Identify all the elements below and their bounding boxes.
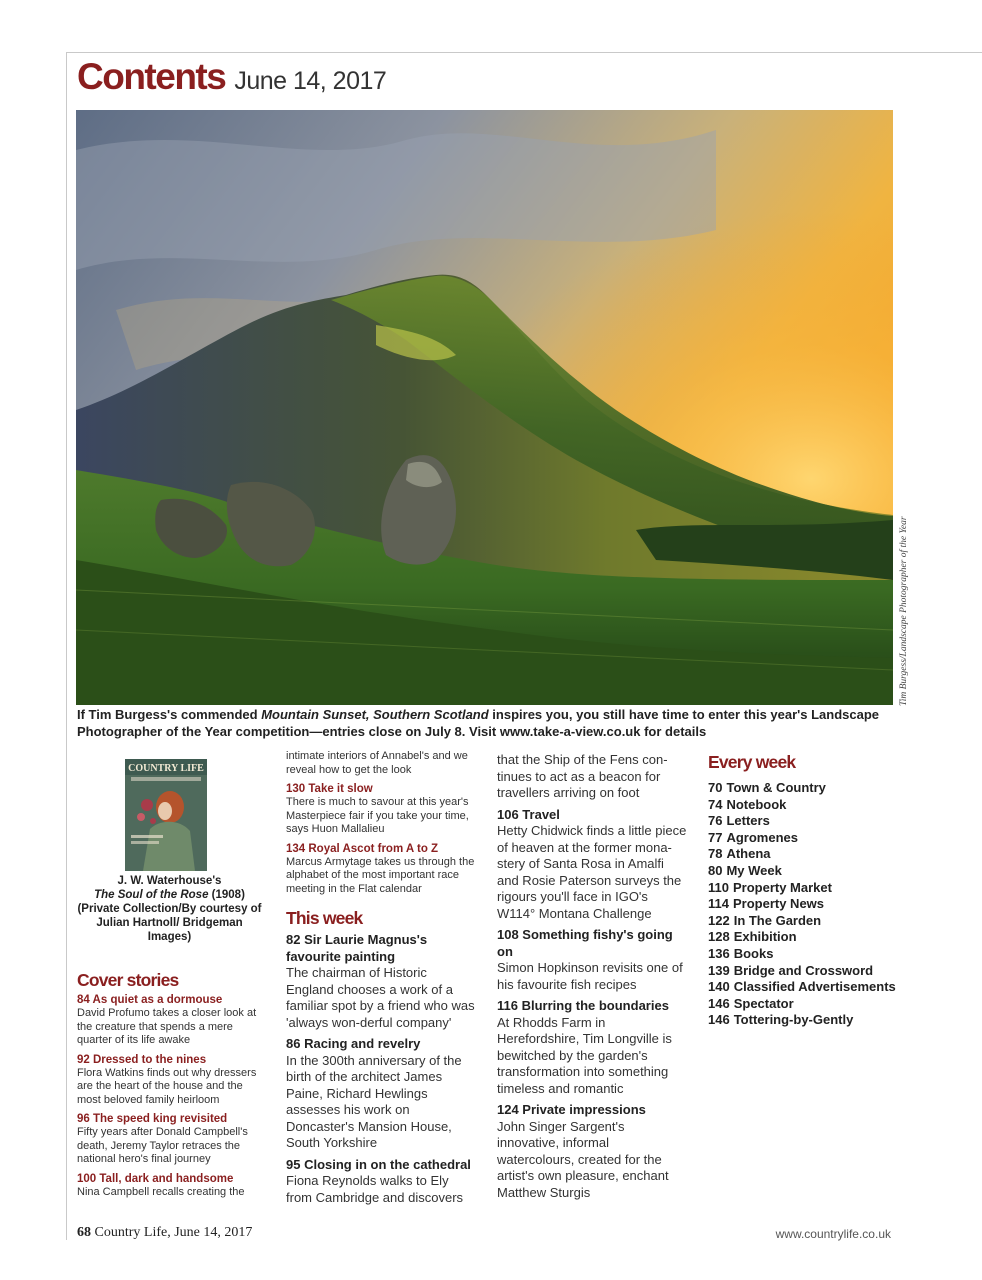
cover-thumbnail[interactable] — [125, 759, 207, 871]
every-week-page-number: 146 — [708, 1012, 730, 1028]
every-week-item[interactable] — [708, 813, 898, 830]
every-week-label: Books — [733, 945, 774, 961]
every-week-label: Spectator — [733, 995, 794, 1011]
every-week-item[interactable] — [708, 780, 898, 797]
every-week-page-number: 70 — [708, 780, 723, 795]
every-week-page-number: 76 — [708, 813, 723, 829]
every-week-label: Athena — [726, 846, 771, 862]
cover-thumbnail-image — [125, 759, 207, 871]
every-week-page-number: 139 — [708, 962, 730, 978]
photo-credit: Tim Burgess/Landscape Photographer of the Year — [899, 516, 909, 706]
section-heading-cover-stories: Cover stories — [77, 970, 179, 990]
column-three — [497, 752, 687, 1206]
cover-story-item[interactable]: 96 The speed king revisited Fifty years after Donald Campbell's death, Jeremy Taylor retraces the national hero's final journey — [77, 1113, 248, 1165]
every-week-page-number: 140 — [708, 979, 730, 995]
every-week-label: In The Garden — [733, 912, 822, 928]
every-week-label: Tottering-by-Gently — [733, 1012, 854, 1028]
frame-rule-top — [66, 52, 982, 53]
cover-story-continued: intimate interiors of Annabel's and we reveal how to get the look — [286, 750, 468, 776]
every-week-label: Property News — [732, 896, 825, 912]
every-week-item[interactable] — [708, 946, 898, 963]
frame-rule-left — [66, 52, 67, 1240]
every-week-label: Town & Country — [726, 780, 826, 795]
every-week-item[interactable] — [708, 896, 898, 913]
every-week-item[interactable] — [708, 1012, 898, 1029]
cover-story-item[interactable]: 130 Take it slow There is much to savour at this year's Masterpiece fair if you take your time, says Huon Mallalieu — [286, 783, 469, 835]
footer-url[interactable]: www.countrylife.co.uk — [775, 1227, 891, 1241]
this-week-item[interactable]: 108 Something fishy's going on Simon Hopkinson revisits one of his favourite fish recipes — [497, 927, 683, 992]
cover-story-item[interactable]: 84 As quiet as a dormouse David Profumo takes a closer look at the creature that spends a mere quarter of its life awake — [77, 994, 257, 1046]
every-week-label: Agromenes — [726, 829, 798, 845]
every-week-label: Property Market — [732, 879, 832, 895]
every-week-item[interactable] — [708, 929, 898, 946]
this-week-item[interactable]: 106 Travel Hetty Chidwick finds a little piece of heaven at the former mona-stery of Santa Rosa in Amalfi and Rosie Paterson surveys the rigours you'll face in IGO's W114° Montana Challenge — [497, 806, 687, 921]
every-week-label: Letters — [726, 813, 770, 829]
this-week-item[interactable]: 95 Closing in on the cathedral Fiona Reynolds walks to Ely from Cambridge and discovers — [286, 1156, 471, 1205]
every-week-item[interactable] — [708, 913, 898, 930]
every-week-item[interactable] — [708, 863, 898, 880]
every-week-item[interactable] — [708, 797, 898, 814]
every-week-label: Notebook — [726, 796, 787, 812]
footer-folio: 68 Country Life, June 14, 2017 — [77, 1225, 253, 1240]
every-week-page-number: 74 — [708, 796, 723, 812]
every-week-page-number: 110 — [708, 879, 729, 895]
every-week-item[interactable] — [708, 996, 898, 1013]
cover-masthead: COUNTRY LIFE — [128, 763, 204, 774]
section-heading-every-week: Every week — [708, 752, 796, 772]
every-week-page-number: 122 — [708, 912, 730, 928]
cover-credit: J. W. Waterhouse's The Soul of the Rose (1908) (Private Collection/By courtesy of Julian Hartnoll/ Bridgeman Images) — [77, 875, 262, 943]
section-heading-this-week: This week — [286, 908, 363, 928]
every-week-page-number: 146 — [708, 995, 730, 1011]
this-week-item[interactable]: 86 Racing and revelry In the 300th anniversary of the birth of the architect James Paine, Richard Hewlings assesses his work on Doncaster's Mansion House, South Yorkshire — [286, 1036, 462, 1150]
every-week-item[interactable] — [708, 880, 898, 897]
every-week-page-number: 128 — [708, 929, 730, 945]
column-cover-stories — [77, 756, 262, 1204]
hero-photo — [76, 110, 893, 705]
column-two — [286, 750, 476, 1211]
hero-caption: If Tim Burgess's commended Mountain Sunset, Southern Scotland inspires you, you still have time to enter this year's Landscape Photographer of the Year competition—entries close on July 8. Visit www.take-a-view.co.uk for details — [77, 707, 880, 739]
every-week-page-number: 80 — [708, 862, 723, 878]
issue-date: June 14, 2017 — [234, 67, 387, 95]
cover-story-item[interactable]: 100 Tall, dark and handsome Nina Campbell recalls creating the — [77, 1172, 245, 1198]
this-week-item[interactable]: 82 Sir Laurie Magnus's favourite painting The chairman of Historic England chooses a work of a familiar spot by a friend who was 'always won-derful company' — [286, 932, 475, 1030]
every-week-item[interactable] — [708, 846, 898, 863]
this-week-continued: that the Ship of the Fens con-tinues to act as a beacon for travellers arriving on foot — [497, 752, 668, 800]
this-week-item[interactable]: 124 Private impressions John Singer Sargent's innovative, informal watercolours, created for the artist's own pleasure, enchant Matthew Sturgis — [497, 1102, 669, 1200]
every-week-page-number: 114 — [708, 896, 729, 912]
every-week-page-number: 136 — [708, 945, 730, 961]
column-every-week — [708, 752, 898, 1029]
this-week-item[interactable]: 116 Blurring the boundaries At Rhodds Farm in Herefordshire, Tim Longville is bewitched by the garden's transformation into something timeless and romantic — [497, 998, 672, 1096]
every-week-list — [708, 780, 898, 1029]
every-week-label: Bridge and Crossword — [733, 962, 874, 978]
cover-story-item[interactable]: 92 Dressed to the nines Flora Watkins finds out why dressers are the heart of the house and the most beloved family heirloom — [77, 1053, 257, 1106]
every-week-item[interactable] — [708, 963, 898, 980]
every-week-page-number: 77 — [708, 829, 723, 845]
every-week-page-number: 78 — [708, 846, 723, 862]
page-title: Contents — [77, 56, 226, 97]
every-week-label: Classified Advertisements — [733, 979, 896, 995]
every-week-item[interactable] — [708, 830, 898, 847]
every-week-item[interactable] — [708, 979, 898, 996]
cover-story-item[interactable]: 134 Royal Ascot from A to Z Marcus Armytage takes us through the alphabet of the most important race meeting in the Flat calendar — [286, 842, 475, 895]
every-week-label: My Week — [726, 862, 782, 878]
page-header — [77, 56, 386, 98]
every-week-label: Exhibition — [733, 929, 797, 945]
mountain-sunset-illustration — [76, 110, 893, 705]
